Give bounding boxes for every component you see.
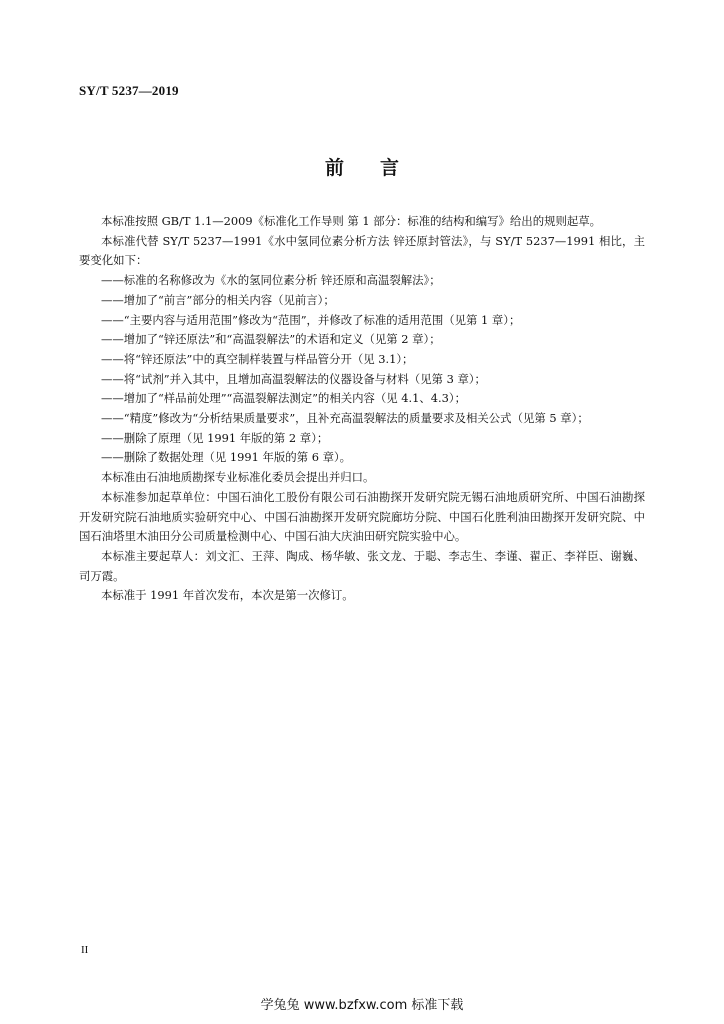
foreword-body xyxy=(79,212,645,606)
drafters-paragraph: 本标准主要起草人：刘文汇、王萍、陶成、杨华敏、张文龙、于聪、李志生、李谨、翟正、李祥臣、谢巍、司万霞。 xyxy=(79,548,645,583)
change-item-9: ——删除了原理（见 1991 年版的第 2 章）； xyxy=(101,430,329,445)
change-item-5: ——将“锌还原法”中的真空制样装置与样品管分开（见 3.1）； xyxy=(101,351,414,366)
proposer-paragraph: 本标准由石油地质勘探专业标准化委员会提出并归口。 xyxy=(101,470,375,485)
change-item-7: ——增加了“样品前处理”“高温裂解法测定”的相关内容（见 4.1、4.3）； xyxy=(101,391,466,406)
change-item-4: ——增加了“锌还原法”和“高温裂解法”的术语和定义（见第 2 章）； xyxy=(101,332,441,347)
change-item-2: ——增加了“前言”部分的相关内容（见前言）； xyxy=(101,292,335,307)
page-number: II xyxy=(81,944,89,956)
change-item-1: ——标准的名称修改为《水的氢同位素分析 锌还原和高温裂解法》； xyxy=(101,273,441,288)
standard-code: SY/T 5237—2019 xyxy=(79,83,179,98)
publication-history-paragraph: 本标准于 1991 年首次发布，本次是第一次修订。 xyxy=(101,588,354,603)
drafting-rules-paragraph: 本标准按照 GB/T 1.1—2009《标准化工作导则 第 1 部分：标准的结构和编写》给出的规则起草。 xyxy=(101,214,602,228)
change-item-6: ——将“试剂”并入其中，且增加高温裂解法的仪器设备与材料（见第 3 章）； xyxy=(101,371,486,386)
change-item-8: ——“精度”修改为“分析结果质量要求”，且补充高温裂解法的质量要求及相关公式（见第 5 章）； xyxy=(101,411,589,426)
site-watermark: 学兔兔 www.bzfxw.com 标准下载 xyxy=(260,998,464,1013)
change-item-10: ——删除了数据处理（见 1991 年版的第 6 章）。 xyxy=(101,450,352,465)
drafting-units-paragraph: 本标准参加起草单位：中国石油化工股份有限公司石油勘探开发研究院无锡石油地质研究所、中国石油勘探开发研究院石油地质实验研究中心、中国石油勘探开发研究院廊坊分院、中国石化胜利油田勘探开发研究院、中国石油塔里木油田分公司质量检测中心、中国石油大庆油田研究院实验中心。 xyxy=(79,489,645,544)
change-item-3: ——“主要内容与适用范围”修改为“范围”，并修改了标准的适用范围（见第 1 章）； xyxy=(101,312,521,327)
page-title: 前言 xyxy=(324,157,435,179)
replacement-paragraph: 本标准代替 SY/T 5237—1991《水中氢同位素分析方法 锌还原封管法》，与 SY/T 5237—1991 相比，主要变化如下： xyxy=(79,233,645,268)
